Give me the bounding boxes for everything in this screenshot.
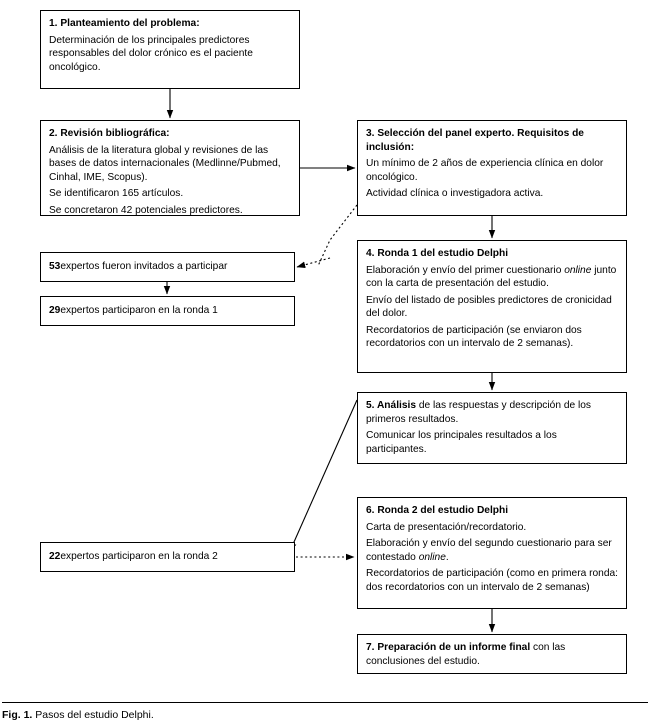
step-6-line-2-emphasis: online — [418, 551, 446, 563]
invited-experts-count: 53 — [49, 260, 61, 272]
step-6-line-3: Recordatorios de participación (como en primera ronda: dos recordatorios con un intervalo de 2 semanas) — [366, 568, 618, 593]
step-3-line-2: Actividad clínica o investigadora activa. — [366, 188, 544, 200]
step-2-title: 2. Revisión bibliográfica: — [49, 128, 170, 139]
step-5-box — [357, 392, 627, 464]
round-2-participants-text: expertos participaron en la ronda 2 — [60, 550, 218, 562]
round-2-participants-box — [40, 542, 295, 572]
step-3-box — [357, 120, 627, 216]
step-4-line-1 — [366, 264, 618, 291]
step-6-box — [357, 497, 627, 609]
step-2-line-1: Análisis de la literatura global y revisiones de las bases de datos internacionales (Medlinne/Pubmed, Cinhal, IME, Scopus). — [49, 144, 281, 183]
step-2-line-2: Se identificaron 165 artículos. — [49, 188, 184, 200]
step-5-title-bold: 5. Análisis — [366, 400, 417, 411]
step-1-body: Determinación de los principales predictores responsables del dolor crónico es el paciente oncológico. — [49, 34, 253, 73]
step-3-title: 3. Selección del panel experto. Requisitos de inclusión: — [366, 128, 584, 153]
step-7-box — [357, 634, 627, 674]
round-1-participants-count: 29 — [49, 304, 61, 316]
round-1-participants-text: expertos participaron en la ronda 1 — [60, 304, 218, 316]
step-2-line-3: Se concretaron 42 potenciales predictores. — [49, 204, 243, 216]
step-3-line-1: Un mínimo de 2 años de experiencia clínica en dolor oncológico. — [366, 158, 604, 183]
step-6-line-2-pre: Elaboración y envío del segundo cuestionario para ser contestado — [366, 538, 612, 563]
step-1-title: 1. Planteamiento del problema: — [49, 18, 200, 29]
figure-caption-label: Fig. 1. — [2, 709, 33, 721]
step-4-line-1-pre: Elaboración y envío del primer cuestionario — [366, 264, 565, 276]
step-6-title: 6. Ronda 2 del estudio Delphi — [366, 505, 509, 516]
figure-caption — [2, 702, 648, 721]
figure-caption-text: Pasos del estudio Delphi. — [35, 709, 154, 721]
step-2-box — [40, 120, 300, 216]
step-7-title — [366, 641, 618, 668]
invited-experts-text: expertos fueron invitados a participar — [60, 260, 228, 272]
step-7-title-rest: con las conclusiones del estudio. — [366, 642, 566, 667]
step-6-line-2 — [366, 537, 618, 564]
step-4-line-1-emphasis: online — [564, 264, 592, 276]
step-4-line-2: Envío del listado de posibles predictores de cronicidad del dolor. — [366, 294, 612, 320]
step-4-box — [357, 240, 627, 373]
step-5-line-2: Comunicar los principales resultados a los participantes. — [366, 430, 557, 455]
round-2-participants-count: 22 — [49, 550, 61, 562]
step-7-title-bold: 7. Preparación de un informe final — [366, 642, 531, 653]
step-4-line-1-post: junto con la carta de presentación del estudio. — [366, 264, 617, 290]
step-4-title: 4. Ronda 1 del estudio Delphi — [366, 248, 509, 259]
step-6-line-1: Carta de presentación/recordatorio. — [366, 521, 527, 533]
step-4-line-3: Recordatorios de participación (se enviaron dos recordatorios con un intervalo de 2 semanas). — [366, 324, 582, 350]
round-1-participants-box — [40, 296, 295, 326]
step-5-title-rest: de las respuestas y descripción de los primeros resultados. — [366, 400, 592, 425]
step-1-box — [40, 10, 300, 89]
step-6-line-2-post: . — [445, 551, 449, 563]
step-5-title — [366, 399, 618, 426]
invited-experts-box — [40, 252, 295, 282]
